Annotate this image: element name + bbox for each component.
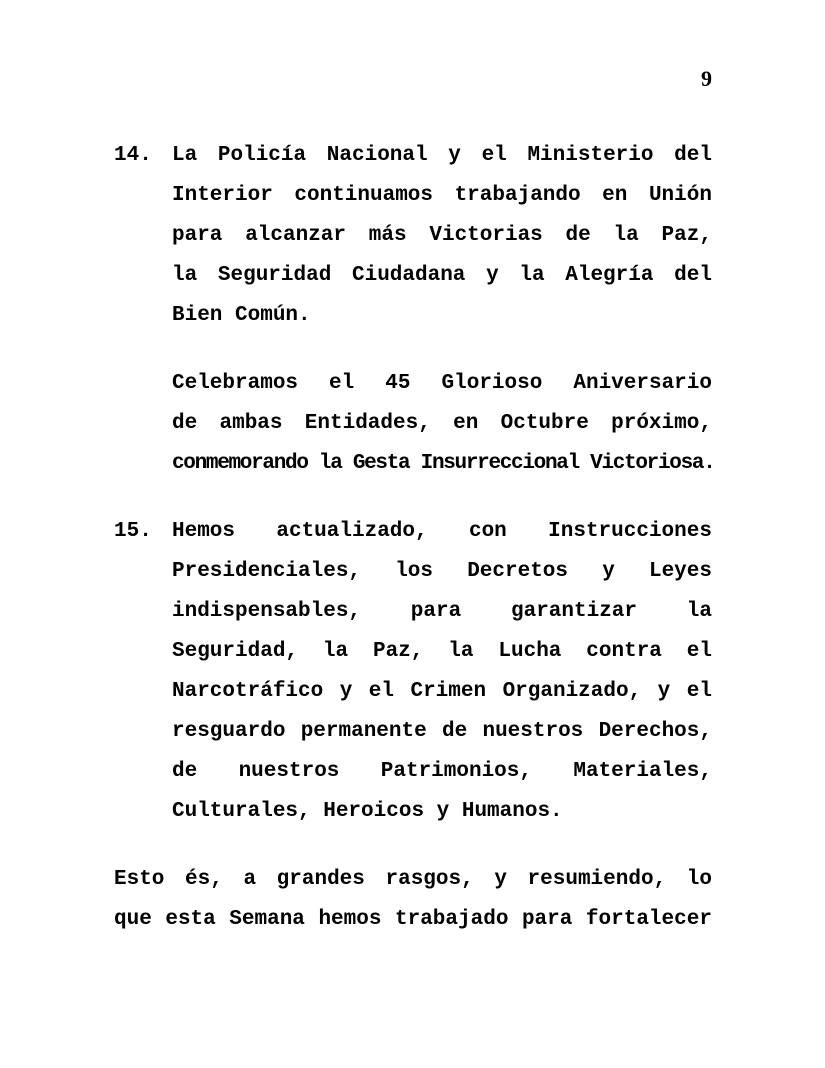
word: 45	[385, 372, 411, 395]
word: Ministerio	[527, 144, 654, 167]
item-body	[172, 512, 712, 832]
text-line	[172, 364, 712, 404]
item-body	[172, 136, 715, 484]
word: y	[494, 868, 507, 891]
word: Hemos	[172, 520, 236, 543]
text-line: Culturales, Heroicos y Humanos.	[172, 800, 563, 823]
word: de	[565, 224, 591, 247]
word: Leyes	[648, 560, 712, 583]
word: Narcotráfico	[172, 680, 324, 703]
word: Materiales,	[573, 760, 712, 783]
word: la	[322, 640, 349, 663]
word: más	[368, 224, 407, 247]
word: grandes	[276, 868, 365, 891]
word: Presidenciales,	[172, 560, 362, 583]
closing-paragraph	[114, 860, 712, 940]
text-line	[172, 592, 712, 632]
word: Octubre	[500, 412, 589, 435]
text-line	[172, 404, 712, 444]
text-line: Bien Común.	[172, 304, 311, 327]
text-line	[172, 752, 712, 792]
word: el	[686, 680, 712, 703]
word: Seguridad,	[172, 640, 299, 663]
word: y	[448, 144, 461, 167]
word: para	[410, 600, 462, 623]
word: y	[657, 680, 671, 703]
word: contra	[586, 640, 662, 663]
word: La	[172, 144, 198, 167]
word: de	[172, 412, 198, 435]
word: en	[602, 184, 628, 207]
word: el	[368, 680, 394, 703]
item-number: 15.	[114, 520, 152, 543]
word: Semana	[229, 908, 305, 931]
word: garantizar	[510, 600, 638, 623]
word: para	[172, 224, 223, 247]
word: y	[486, 264, 499, 287]
word: permanente	[300, 720, 427, 743]
word: Celebramos	[172, 372, 299, 395]
text-line	[172, 712, 712, 752]
word: Paz,	[373, 640, 424, 663]
word: Policía	[217, 144, 307, 167]
word: los	[395, 560, 434, 583]
word: la	[613, 224, 639, 247]
word: resumiendo,	[527, 868, 667, 891]
word: la	[686, 600, 712, 623]
word: trabajando	[454, 184, 581, 207]
word: Organizado,	[502, 680, 642, 703]
word: és,	[185, 868, 223, 891]
word: indispensables,	[172, 600, 362, 623]
word: el	[329, 372, 355, 395]
text-line	[114, 900, 712, 940]
word: Unión	[648, 184, 712, 207]
word: Entidades,	[304, 412, 431, 435]
text-line	[172, 256, 712, 296]
word: lo	[686, 868, 712, 891]
word: en	[453, 412, 479, 435]
word: hemos	[318, 908, 382, 931]
word: y	[339, 680, 353, 703]
word: y	[602, 560, 615, 583]
text-line	[172, 176, 712, 216]
word: con	[468, 520, 507, 543]
word: Victorias	[429, 224, 543, 247]
word: Lucha	[498, 640, 562, 663]
word: fortalecer	[585, 908, 712, 931]
word: de	[441, 720, 468, 743]
word: Interior	[172, 184, 273, 207]
text-line	[172, 552, 712, 592]
word: esta	[165, 908, 216, 931]
word: que	[114, 908, 152, 931]
word: Instrucciones	[548, 520, 712, 543]
word: la	[172, 264, 198, 287]
word: trabajado	[395, 908, 509, 931]
word: Decretos	[467, 560, 569, 583]
word: Patrimonios,	[380, 760, 532, 783]
text-line	[172, 136, 712, 176]
word: Aniversario	[573, 372, 712, 395]
word: resguardo	[172, 720, 286, 743]
text-line	[172, 672, 712, 712]
word: el	[686, 640, 712, 663]
word: de	[172, 760, 198, 783]
text-line: conmemorando la Gesta Insurreccional Victoriosa.	[172, 452, 715, 475]
word: Crimen	[410, 680, 487, 703]
word: actualizado,	[276, 520, 428, 543]
word: próximo,	[611, 412, 712, 435]
word: continuamos	[294, 184, 434, 207]
word: la	[519, 264, 545, 287]
word: nuestros	[482, 720, 584, 743]
word: Derechos,	[598, 720, 712, 743]
word: Alegría	[565, 264, 654, 287]
word: Nacional	[326, 144, 428, 167]
item-number: 14.	[114, 144, 152, 167]
text-line	[172, 216, 712, 256]
word: a	[243, 868, 257, 891]
word: Esto	[114, 868, 165, 891]
word: rasgos,	[385, 868, 474, 891]
word: Seguridad	[217, 264, 332, 287]
word: alcanzar	[245, 224, 347, 247]
word: nuestros	[238, 760, 340, 783]
text-line	[172, 632, 712, 672]
word: el	[481, 144, 507, 167]
text-line	[114, 860, 712, 900]
word: la	[448, 640, 474, 663]
word: del	[674, 264, 712, 287]
word: Paz,	[661, 224, 712, 247]
word: Ciudadana	[351, 264, 466, 287]
word: del	[674, 144, 712, 167]
text-line	[172, 512, 712, 552]
word: Glorioso	[441, 372, 543, 395]
page-number: 9	[701, 66, 712, 91]
word: ambas	[219, 412, 283, 435]
word: para	[521, 908, 573, 931]
